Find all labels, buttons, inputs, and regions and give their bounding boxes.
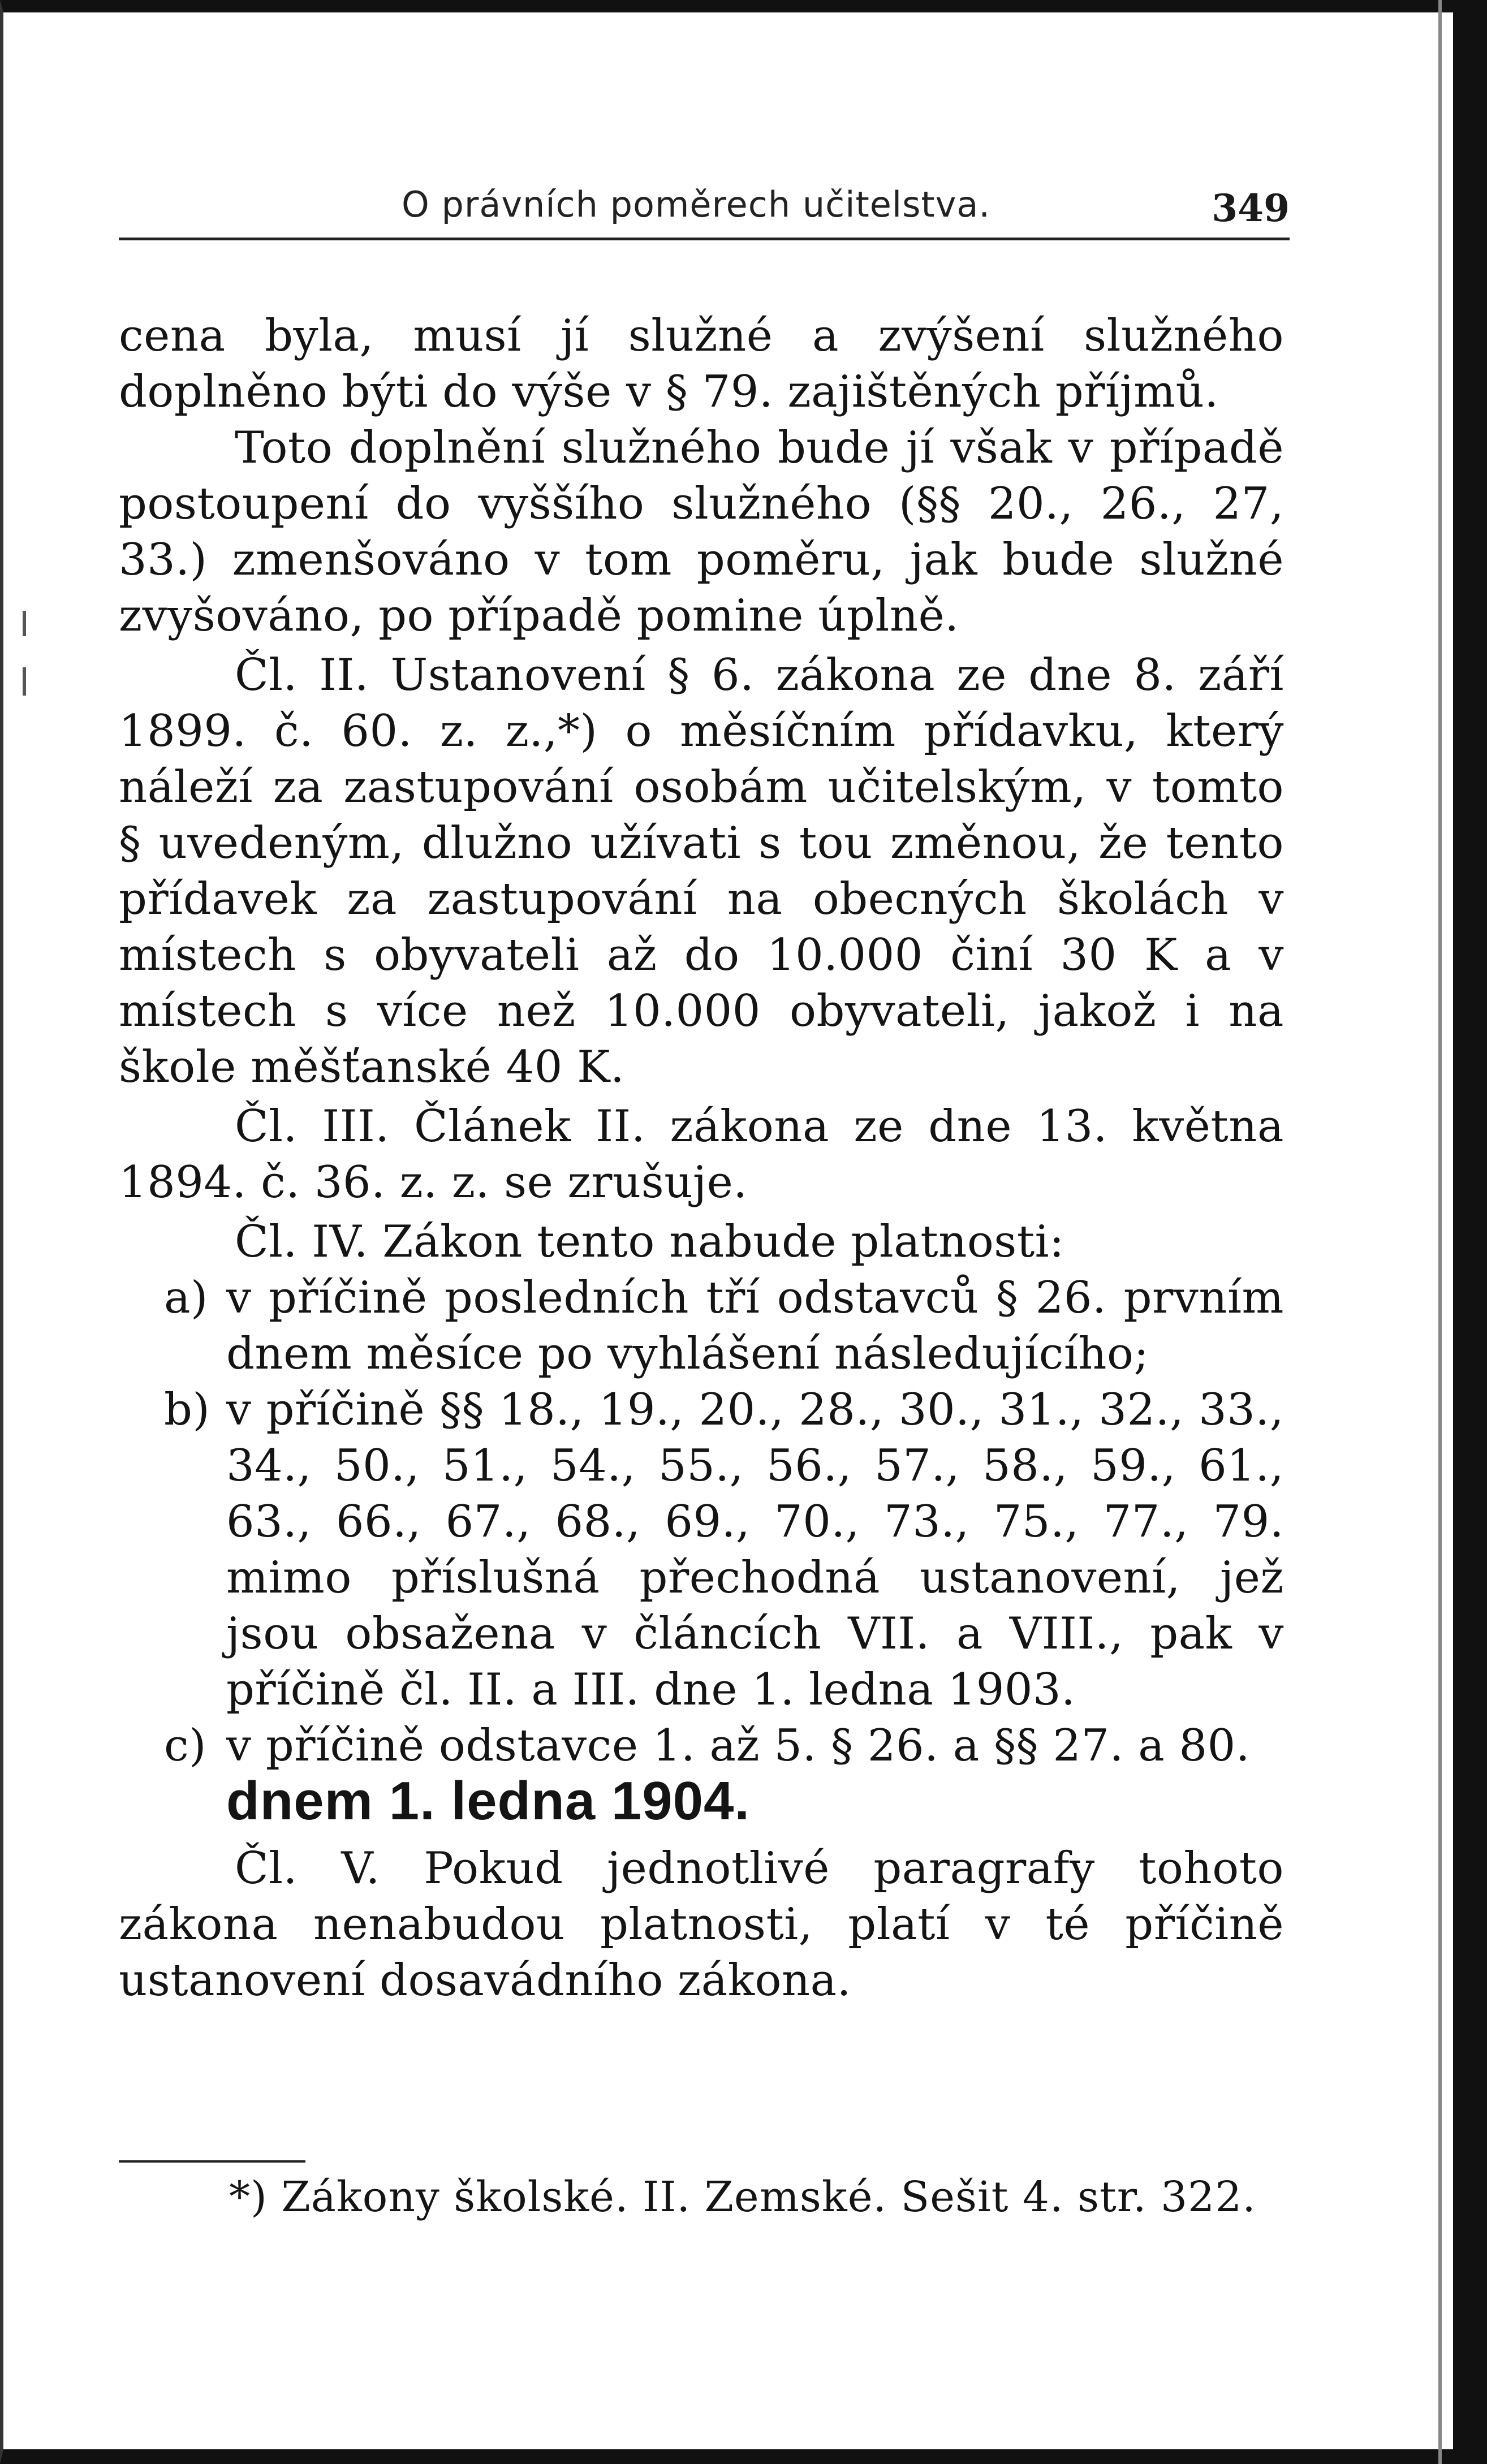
- list-text: v příčině odstavce 1. až 5. § 26. a §§ 27. a 80.: [226, 1720, 1251, 1771]
- page-header: [119, 184, 1290, 246]
- list-label: b): [164, 1384, 210, 1435]
- effective-date: dnem 1. ledna 1904.: [226, 1771, 751, 1831]
- page-number: 349: [1212, 186, 1290, 230]
- footnote-rule: [119, 2160, 305, 2163]
- list-text: v příčině §§ 18., 19., 20., 28., 30., 31., 32., 33., 34., 50., 51., 54., 55., 56., 57., 58., 59., 61., 63., 66., 67., 68., 69., 70., 73., 75., 77., 79. mimo příslušná přechodná ustanovení, jež jsou obsažena v článcích VII. a VIII., pak v příčině čl. II. a III. dne 1. ledna 1903.: [226, 1384, 1284, 1715]
- margin-mark: [23, 667, 26, 696]
- page-edge: [1438, 0, 1442, 2464]
- margin-mark: [23, 611, 26, 636]
- footnote: *) Zákony školské. II. Zemské. Sešit 4. str. 322.: [229, 2173, 1256, 2221]
- list-label: c): [164, 1720, 207, 1771]
- paragraph: Toto doplnění služného bude jí však v případě postoupení do vyššího služného (§§ 20., 26., 27, 33.) zmenšováno v tom poměru, jak bude služné zvyšováno, po případě pomine úplně.: [119, 422, 1284, 641]
- running-title: O právních poměrech učitelstva.: [402, 184, 991, 225]
- list-item-a: [119, 1270, 1284, 1382]
- main-text: [119, 308, 1284, 2009]
- list-item-b: [119, 1382, 1284, 1718]
- list-item-c: [119, 1718, 1284, 1831]
- header-rule: [119, 238, 1290, 240]
- article-ii: Čl. II. Ustanovení § 6. zákona ze dne 8. září 1899. č. 60. z. z.,*) o měsíčním přídavku, který náleží za zastupování osobám učitelským, v tomto § uvedeným, dlužno užívati s tou změnou, že tento přídavek za zastupování na obecných školách v místech s obyvateli až do 10.000 činí 30 K a v místech s více než 10.000 obyvateli, jakož i na škole měšťanské 40 K.: [119, 650, 1284, 1093]
- article-iii: Čl. III. Článek II. zákona ze dne 13. května 1894. č. 36. z. z. se zrušuje.: [119, 1101, 1284, 1208]
- article-iv: Čl. IV. Zákon tento nabude platnosti:: [235, 1216, 1064, 1267]
- article-v: Čl. V. Pokud jednotlivé paragrafy tohoto zákona nenabudou platnosti, platí v té příčině ustanovení dosavádního zákona.: [119, 1843, 1284, 2006]
- paragraph: cena byla, musí jí služné a zvýšení služného doplněno býti do výše v § 79. zajištěných příjmů.: [119, 310, 1284, 417]
- list-label: a): [164, 1272, 208, 1323]
- list-text: v příčině posledních tří odstavců § 26. prvním dnem měsíce po vyhlášení následujícího;: [226, 1272, 1284, 1379]
